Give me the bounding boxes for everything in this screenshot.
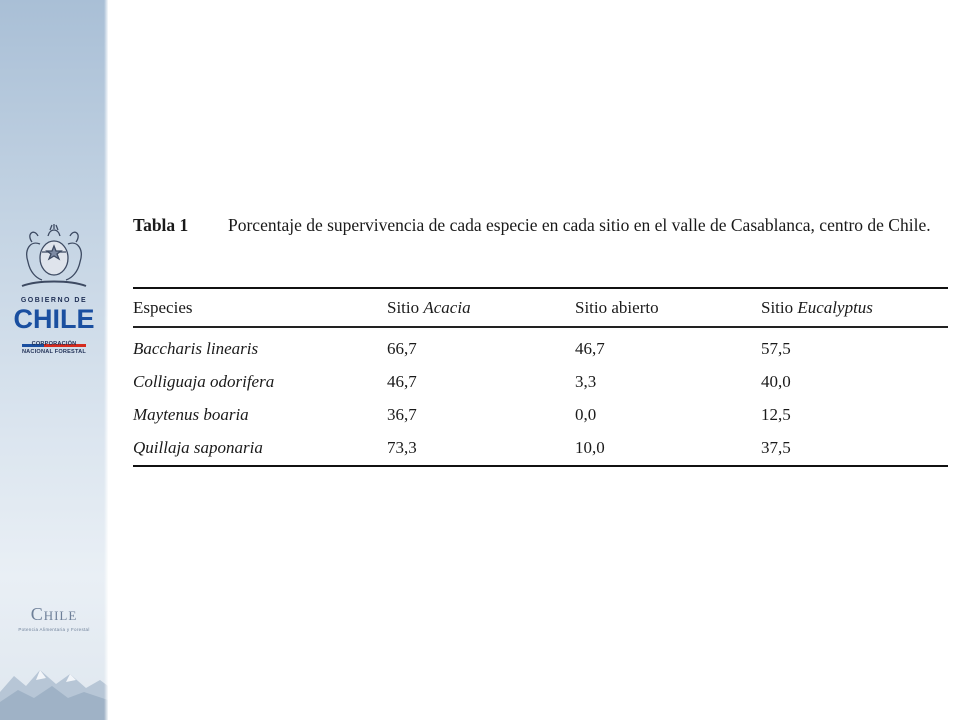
value-cell: 66,7 (387, 339, 417, 358)
species-cell: Baccharis linearis (133, 339, 259, 358)
value-cell: 36,7 (387, 405, 417, 424)
species-cell: Quillaja saponaria (133, 438, 263, 457)
mountains-image (0, 640, 108, 720)
brand-mark-tagline: Potencia Alimentaria y Forestal (18, 627, 90, 632)
logo-color-bar (22, 334, 86, 337)
value-cell: 46,7 (575, 339, 605, 358)
table-bottom-rule (133, 465, 948, 467)
value-cell: 3,3 (575, 372, 597, 391)
brand-mark-word: Chile (30, 604, 78, 624)
table-header-rule (133, 326, 948, 328)
value-cell: 57,5 (761, 339, 791, 358)
value-cell: 10,0 (575, 438, 605, 457)
value-cell: 46,7 (387, 372, 417, 391)
caption-text: Porcentaje de supervivencia de cada especie en cada sitio en el valle de Casablanca, centro de Chile. (228, 215, 931, 235)
table-top-rule (133, 287, 948, 289)
logo-sub-line-1: CORPORACIÓN (31, 341, 77, 347)
sidebar-edge (104, 0, 108, 720)
header-cell-eucalyptus: Sitio Eucalyptus (761, 298, 873, 317)
value-cell: 40,0 (761, 372, 791, 391)
value-cell: 73,3 (387, 438, 417, 457)
value-cell: 37,5 (761, 438, 791, 457)
sidebar-banner (0, 0, 108, 720)
value-cell: 0,0 (575, 405, 597, 424)
species-cell: Colliguaja odorifera (133, 372, 275, 391)
logo-sub-line-2: NACIONAL FORESTAL (21, 349, 87, 355)
species-cell: Maytenus boaria (133, 405, 249, 424)
caption-label: Tabla 1 (133, 215, 189, 235)
header-cell-open: Sitio abierto (575, 298, 659, 317)
coat-of-arms-icon (8, 222, 100, 294)
header-cell-species: Especies (133, 298, 193, 317)
logo-word: CHILE (13, 304, 95, 334)
logo-top-line: GOBIERNO DE (20, 297, 88, 304)
value-cell: 12,5 (761, 405, 791, 424)
header-cell-acacia: Sitio Acacia (387, 298, 471, 317)
